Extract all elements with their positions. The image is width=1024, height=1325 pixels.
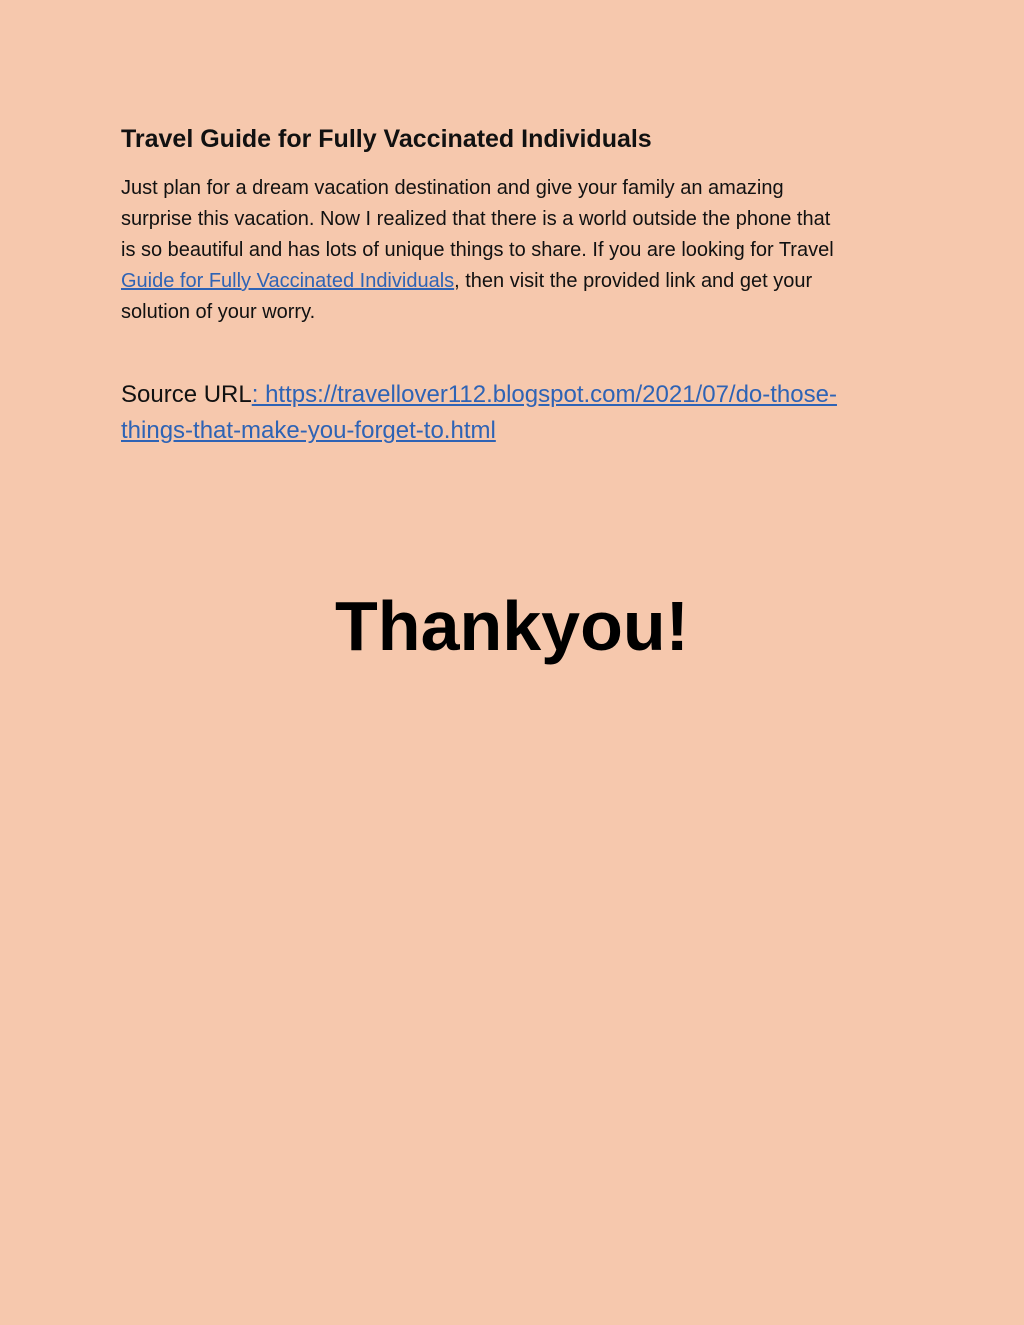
paragraph-line-4: [121, 266, 911, 297]
paragraph-line-4-rest: , then visit the provided link and get your: [454, 270, 813, 292]
document-title: Travel Guide for Fully Vaccinated Individuals: [121, 125, 652, 153]
travel-guide-link[interactable]: Guide for Fully Vaccinated Individuals: [121, 270, 455, 292]
source-url-label: Source URL: [121, 381, 252, 408]
source-line-2: [121, 413, 911, 449]
source-url-link-part-2[interactable]: things-that-make-you-forget-to.html: [121, 417, 496, 444]
paragraph-line-2: surprise this vacation. Now I realized that there is a world outside the phone that: [121, 208, 831, 230]
paragraph-line-3: is so beautiful and has lots of unique things to share. If you are looking for Travel: [121, 239, 834, 261]
source-url-link-part-1[interactable]: : https://travellover112.blogspot.com/2021/07/do-those-: [251, 381, 837, 408]
paragraph-line-1: Just plan for a dream vacation destination and give your family an amazing: [121, 177, 784, 199]
paragraph-line-5: solution of your worry.: [121, 301, 316, 323]
closing-thankyou: Thankyou!: [335, 587, 689, 665]
source-line-1: [121, 377, 911, 413]
intro-paragraph: [121, 173, 911, 328]
source-url-block: [121, 377, 911, 449]
